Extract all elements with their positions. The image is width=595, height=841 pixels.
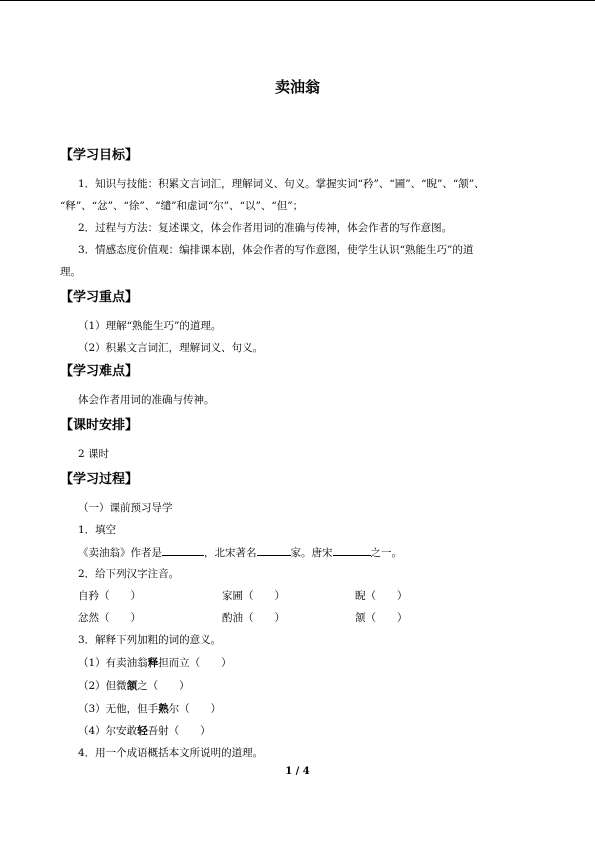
- bold-word: 颔: [126, 680, 138, 692]
- pinyin-item: 睨（ ）: [355, 590, 408, 602]
- question-3: 3．解释下列加粗的词的意义。: [78, 634, 222, 646]
- item-text: 之（ ）: [137, 680, 190, 692]
- item-text: （4）尔安敢: [78, 725, 138, 737]
- pinyin-item: 颔（ ）: [355, 612, 408, 624]
- fill-text-d: 之一。: [370, 547, 402, 559]
- fill-text-c: 家。唐宋: [290, 547, 333, 559]
- bold-word: 轻: [137, 725, 148, 737]
- heading-learning-process: 【学习过程】: [60, 472, 139, 487]
- item-text: 担而立（ ）: [158, 657, 232, 669]
- goal-2: 2．过程与方法：复述课文，体会作者用词的准确与传神，体会作者的写作意图。: [78, 222, 453, 234]
- fill-blank-group[interactable]: [333, 544, 371, 556]
- explain-item-4: [78, 723, 211, 738]
- explain-item-2: [78, 678, 190, 693]
- goal-1-line-1: 1．知识与技能：积累文言词汇，理解词义、句义。掌握实词“矜”、“圃”、“睨”、“颔”、: [78, 178, 485, 190]
- heading-key-points: 【学习重点】: [60, 290, 139, 305]
- heading-schedule: 【课时安排】: [60, 418, 139, 433]
- key-point-2: （2）积累文言词汇，理解词义、句义。: [78, 342, 264, 354]
- pinyin-item: 自矜（ ）: [78, 590, 141, 602]
- schedule-text: 2 课时: [78, 448, 110, 460]
- question-1: 1．填空: [78, 524, 117, 536]
- page-top-rule: [0, 0, 595, 1]
- pinyin-item: 忿然（ ）: [78, 612, 141, 624]
- fill-in-line: [78, 544, 402, 560]
- item-text: 尔（ ）: [168, 703, 222, 715]
- item-text: （3）无他，但手: [78, 703, 159, 715]
- fill-text-a: 《卖油翁》作者是: [78, 547, 162, 559]
- page-number: 1 / 4: [285, 766, 310, 777]
- fill-blank-author[interactable]: [162, 544, 204, 556]
- key-point-1: （1）理解“熟能生巧”的道理。: [78, 320, 222, 332]
- bold-word: 熟: [158, 703, 169, 715]
- bold-word: 释: [147, 657, 159, 669]
- document-title: 卖油翁: [274, 78, 320, 96]
- pinyin-item: 家圃（ ）: [222, 590, 285, 602]
- item-text: （1）有卖油翁: [78, 657, 148, 669]
- pinyin-item: 酌油（ ）: [222, 612, 285, 624]
- item-text: 吾射（ ）: [147, 725, 211, 737]
- difficult-point-text: 体会作者用词的准确与传神。: [78, 394, 215, 406]
- goal-3-line-2: 理。: [60, 266, 81, 278]
- explain-item-3: [78, 701, 221, 716]
- subsection-preview: （一）课前预习导学: [78, 502, 173, 514]
- question-4: 4．用一个成语概括本文所说明的道理。: [78, 747, 264, 759]
- heading-learning-goals: 【学习目标】: [60, 148, 139, 163]
- goal-3-line-1: 3．情感态度价值观：编排课本剧，体会作者的写作意图，使学生认识“熟能生巧”的道: [78, 244, 474, 256]
- heading-difficult-points: 【学习难点】: [60, 364, 139, 379]
- explain-item-1: [78, 655, 232, 670]
- question-2: 2．给下列汉字注音。: [78, 568, 180, 580]
- fill-blank-field[interactable]: [257, 544, 291, 556]
- item-text: （2）但微: [78, 680, 127, 692]
- fill-text-b: ，北宋著名: [204, 547, 257, 559]
- goal-1-line-2: “释”、“忿”、“徐”、“缱”和虚词“尔”、“以”、“但”；: [60, 200, 304, 212]
